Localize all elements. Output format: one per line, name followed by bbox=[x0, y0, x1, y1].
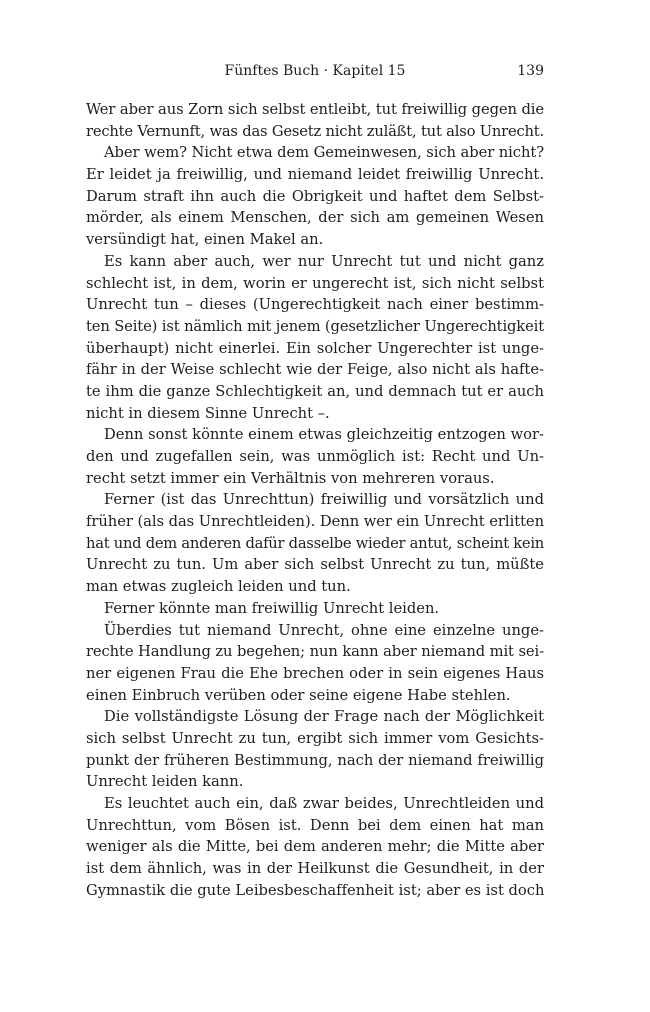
text-line: recht setzt immer ein Verhältnis von mehreren voraus. bbox=[86, 469, 495, 487]
text-line: rechte Vernunft, was das Gesetz nicht zuläßt, tut also Unrecht. bbox=[86, 122, 544, 140]
text-line: Unrecht tun – dieses (Ungerechtigkeit nach einer bestimm- bbox=[86, 296, 544, 314]
running-head-title: Fünftes Buch · Kapitel 15 bbox=[224, 63, 406, 79]
text-line: te ihm die ganze Schlechtigkeit an, und demnach tut er auch bbox=[86, 382, 544, 400]
text-line: den und zugefallen sein, was unmöglich ist: Recht und Un- bbox=[86, 448, 544, 465]
text-line: mörder, als einem Menschen, der sich am gemeinen Wesen bbox=[86, 209, 544, 227]
text-line: früher (als das Unrechtleiden). Denn wer ein Unrecht erlitten bbox=[86, 513, 544, 531]
paragraph-first-line: Ferner (ist das Unrechttun) freiwillig und vorsätzlich und bbox=[104, 491, 544, 509]
running-head bbox=[86, 60, 544, 82]
text-line: Er leidet ja freiwillig, und niemand leidet freiwillig Unrecht. bbox=[86, 166, 544, 184]
body-text bbox=[86, 99, 544, 901]
paragraph-first-line: Ferner könnte man freiwillig Unrecht leiden. bbox=[104, 599, 440, 617]
page-number: 139 bbox=[517, 63, 544, 79]
paragraph-first-line: Es leuchtet auch ein, daß zwar beides, Unrechtleiden und bbox=[104, 795, 544, 812]
text-line: einen Einbruch verüben oder seine eigene Habe stehlen. bbox=[86, 686, 511, 704]
text-line: ist dem ähnlich, was in der Heilkunst die Gesundheit, in der bbox=[86, 860, 544, 878]
paragraph-first-line: Denn sonst könnte einem etwas gleichzeitig entzogen wor- bbox=[104, 426, 544, 444]
paragraph-first-line: Aber wem? Nicht etwa dem Gemeinwesen, sich aber nicht? bbox=[104, 144, 544, 162]
paragraph-first-line: Es kann aber auch, wer nur Unrecht tut und nicht ganz bbox=[104, 252, 544, 270]
text-line: ner eigenen Frau die Ehe brechen oder in sein eigenes Haus bbox=[86, 664, 544, 682]
text-line: ten Seite) ist nämlich mit jenem (gesetzlicher Ungerechtigkeit bbox=[86, 317, 544, 335]
text-line: Unrechttun, vom Bösen ist. Denn bei dem einen hat man bbox=[86, 816, 544, 834]
text-line: Darum straft ihn auch die Obrigkeit und haftet dem Selbst- bbox=[86, 187, 544, 205]
text-line: Gymnastik die gute Leibesbeschaffenheit ist; aber es ist doch bbox=[86, 881, 545, 899]
text-line: weniger als die Mitte, bei dem anderen mehr; die Mitte aber bbox=[86, 838, 544, 856]
paragraph-first-line: Überdies tut niemand Unrecht, ohne eine einzelne unge- bbox=[104, 621, 544, 639]
paragraph-first-line: Die vollständigste Lösung der Frage nach der Möglichkeit bbox=[104, 708, 544, 726]
text-line: man etwas zugleich leiden und tun. bbox=[86, 578, 351, 596]
text-line: punkt der früheren Bestimmung, nach der niemand freiwillig bbox=[86, 751, 544, 769]
text-line: Wer aber aus Zorn sich selbst entleibt, tut freiwillig gegen die bbox=[86, 101, 544, 118]
text-line: versündigt hat, einen Makel an. bbox=[86, 231, 324, 249]
text-line: rechte Handlung zu begehen; nun kann aber niemand mit sei- bbox=[86, 643, 544, 661]
text-line: schlecht ist, in dem, worin er ungerecht ist, sich nicht selbst bbox=[86, 274, 544, 292]
text-line: Unrecht leiden kann. bbox=[86, 773, 244, 791]
text-line: hat und dem anderen dafür dasselbe wieder antut, scheint kein bbox=[86, 534, 544, 552]
text-line: sich selbst Unrecht zu tun, ergibt sich immer vom Gesichts- bbox=[86, 729, 544, 747]
text-line: überhaupt) nicht einerlei. Ein solcher Ungerechter ist unge- bbox=[86, 339, 544, 357]
text-line: Unrecht zu tun. Um aber sich selbst Unrecht zu tun, müßte bbox=[86, 556, 544, 574]
text-line: nicht in diesem Sinne Unrecht –. bbox=[86, 404, 330, 422]
text-line: fähr in der Weise schlecht wie der Feige, also nicht als hafte- bbox=[86, 361, 544, 379]
